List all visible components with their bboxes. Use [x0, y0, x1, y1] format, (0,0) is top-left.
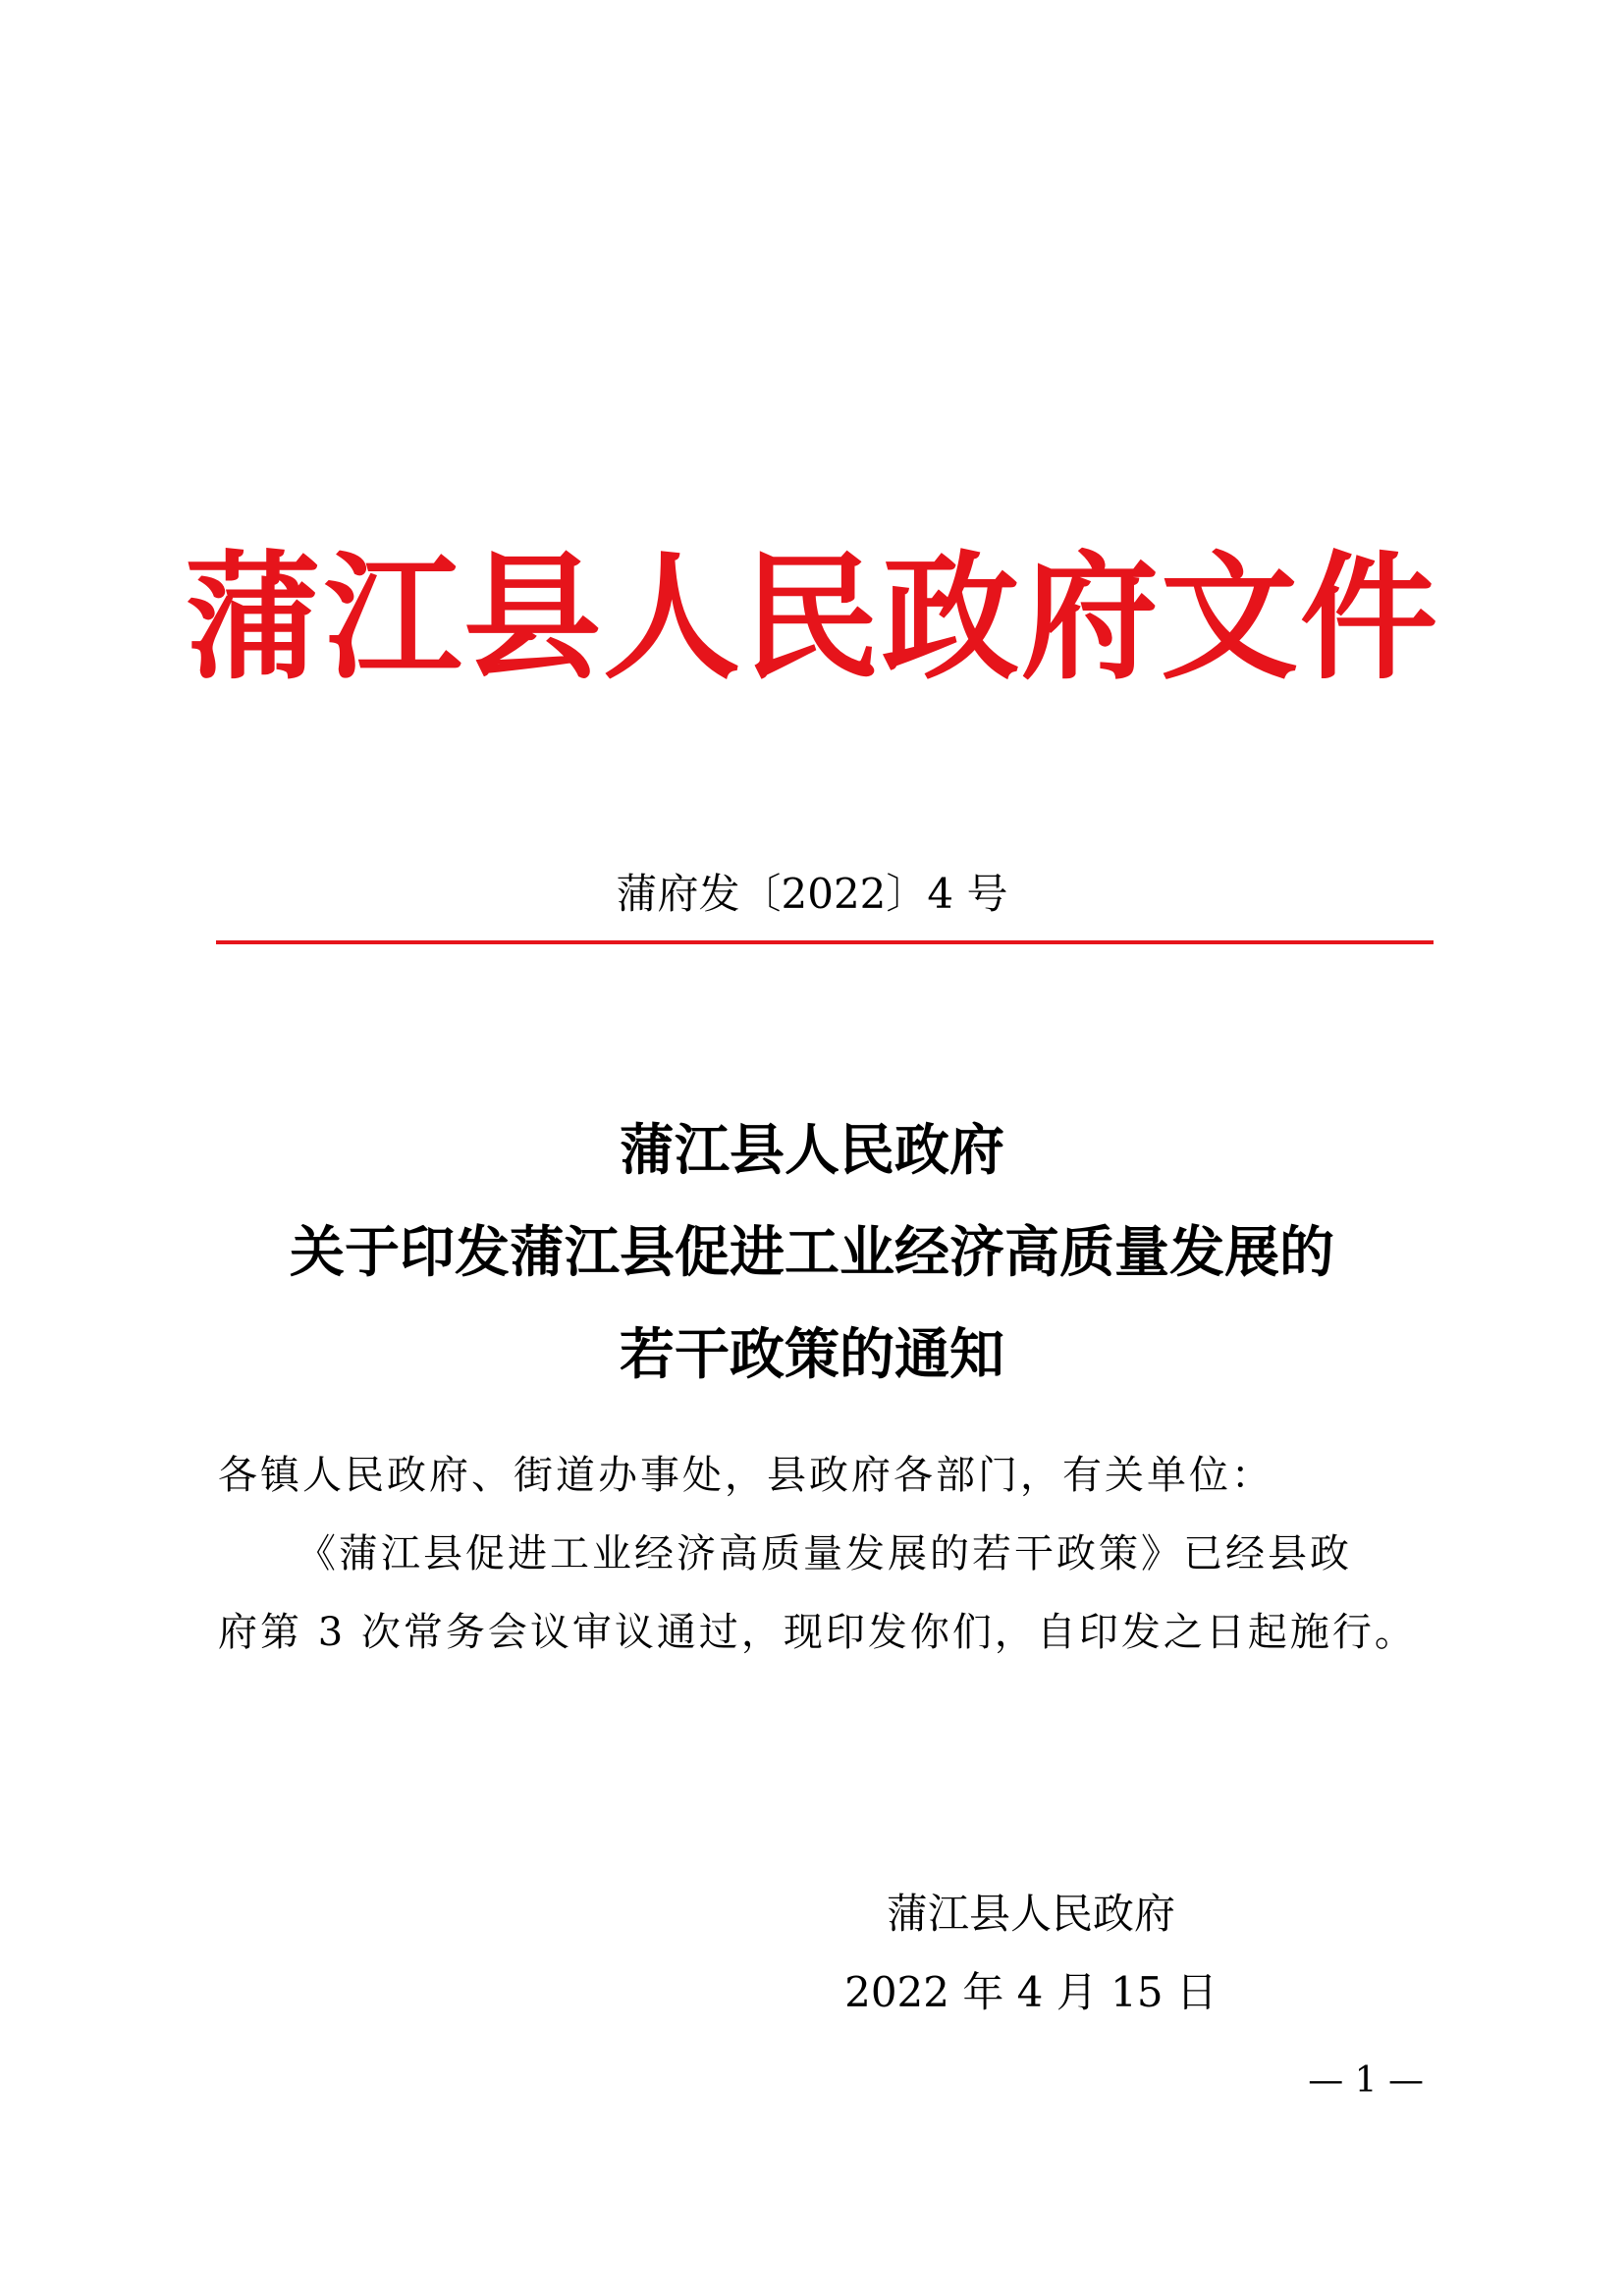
red-divider-rule	[216, 940, 1434, 944]
signature-date: 2022 年 4 月 15 日	[844, 1968, 1218, 2016]
signature-organization: 蒲江县人民政府	[886, 1890, 1175, 1938]
document-title-line-2: 关于印发蒲江县促进工业经济高质量发展的	[290, 1220, 1334, 1285]
body-paragraph-line-1: 《蒲江县促进工业经济高质量发展的若干政策》已经县政	[297, 1531, 1352, 1576]
page-number: — 1 —	[1308, 2060, 1424, 2101]
body-paragraph-line-2: 府第 3 次常务会议审议通过，现印发你们，自印发之日起施行。	[218, 1610, 1417, 1655]
addressee-line: 各镇人民政府、街道办事处，县政府各部门，有关单位：	[218, 1453, 1273, 1498]
document-number: 蒲府发〔2022〕4 号	[616, 870, 1008, 918]
document-title-line-1: 蒲江县人民政府	[620, 1118, 1004, 1183]
document-masthead: 蒲江县人民政府文件	[184, 538, 1439, 699]
document-title-line-3: 若干政策的通知	[620, 1322, 1004, 1387]
